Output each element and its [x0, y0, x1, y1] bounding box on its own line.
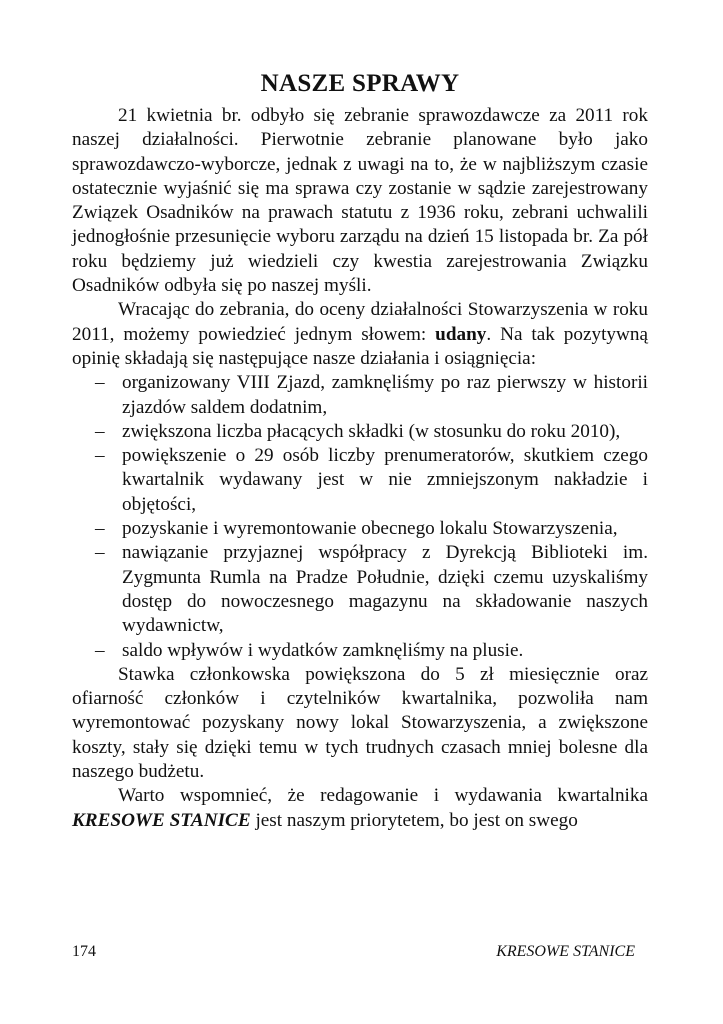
list-item	[72, 420, 648, 444]
page-title: NASZE SPRAWY	[260, 70, 460, 97]
page-number: 174	[72, 943, 96, 960]
list-item	[72, 371, 648, 420]
list-dash: –	[95, 639, 105, 661]
list-dash: –	[95, 372, 105, 394]
list-item-text: saldo wpływów i wydatków zamknęliśmy na plusie.	[122, 639, 524, 661]
paragraph-4-text-start: Warto wspomnieć, że redagowanie i wydawania kwartalnika	[118, 785, 648, 807]
list-item	[72, 541, 648, 638]
list-item-text: zwiększona liczba płacących składki (w stosunku do roku 2010),	[122, 420, 621, 442]
list-item	[72, 639, 648, 663]
list-item-text: organizowany VIII Zjazd, zamknęliśmy po raz pierwszy w historii zjazdów saldem dodatnim,	[122, 372, 648, 418]
list-dash: –	[95, 445, 105, 467]
paragraph-2-text-start: Wracając do zebrania, do oceny działalności Stowarzyszenia w roku 2011, możemy powiedzieć jednym słowem:	[72, 299, 648, 345]
list-dash: –	[95, 542, 105, 564]
running-footer-journal: KRESOWE STANICE	[496, 943, 635, 960]
list-item-text: nawiązanie przyjaznej współpracy z Dyrekcją Biblioteki im. Zygmunta Rumla na Pradze Południe, dzięki czemu uzyskaliśmy dostęp do nowoczesnego magazynu na składowanie naszych wydawnictw,	[122, 542, 648, 637]
paragraph-2	[72, 298, 648, 371]
list-dash: –	[95, 518, 105, 540]
list-item	[72, 517, 648, 541]
list-dash: –	[95, 420, 105, 442]
paragraph-1: 21 kwietnia br. odbyło się zebranie sprawozdawcze za 2011 rok naszej działalności. Pierwotnie zebranie planowane było jako sprawozdawczo-wyborcze, jednak z uwagi na to, że w najbliższym czasie ostatecznie wyjaśnić się ma sprawa czy zostanie w sądzie zarejestrowany Związek Osadników na prawach statutu z 1936 roku, zebrani uchwalili jednogłośnie przesunięcie wyboru zarządu na dzień 15 listopada br. Za pół roku będziemy już wiedzieli czy kwestia zarejestrowania Związku Osadników odbyła się po naszej myśli.	[72, 105, 648, 297]
list-item	[72, 444, 648, 517]
list-item-text: powiększenie o 29 osób liczby prenumeratorów, skutkiem czego kwartalnik wydawany jest w nie zmniejszonym nakładzie i objętości,	[122, 445, 648, 515]
paragraph-4	[72, 784, 648, 833]
journal-name-emphasis: KRESOWE STANICE	[72, 809, 251, 831]
paragraph-3: Stawka członkowska powiększona do 5 zł miesięcznie oraz ofiarność członków i czytelników kwartalnika, pozwoliła nam wyremontować pozyskany nowy lokal Stowarzyszenia, a zwiększone koszty, stały się dzięki temu w tych trudnych czasach mniej bolesne dla naszego budżetu.	[72, 663, 648, 783]
paragraph-4-text-end: jest naszym priorytetem, bo jest on swego	[250, 809, 578, 831]
achievements-list	[72, 371, 648, 663]
paragraph-2-bold-word: udany	[435, 323, 487, 345]
list-item-text: pozyskanie i wyremontowanie obecnego lokalu Stowarzyszenia,	[122, 518, 618, 540]
page-content	[72, 70, 648, 833]
paragraph-2-text-end: . Na tak pozytywną opinię składają się następujące nasze działania i osiągnięcia:	[72, 323, 648, 369]
